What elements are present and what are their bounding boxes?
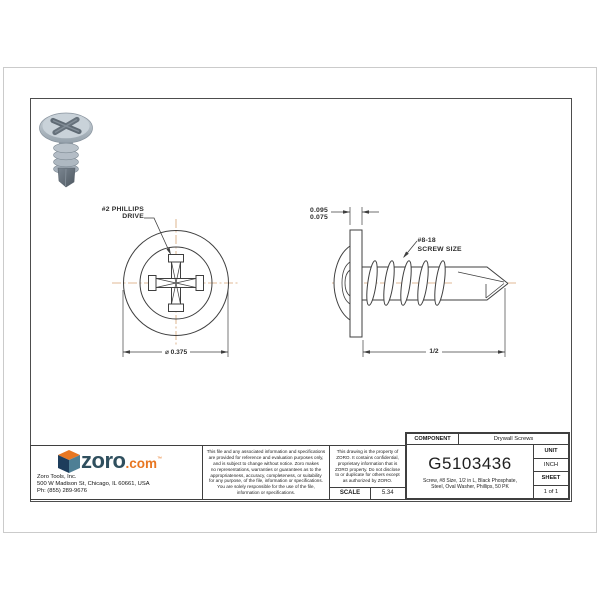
address-line1: Zoro Tools, Inc. xyxy=(37,474,77,480)
drive-label-line2: DRIVE xyxy=(122,212,144,220)
unit-label: UNIT xyxy=(544,448,558,455)
sheet-value: 1 of 1 xyxy=(543,488,559,495)
screw-size-label xyxy=(418,236,488,254)
screw-size-line2: SCREW SIZE xyxy=(417,246,462,253)
property-line: to or duplicate for others except xyxy=(335,472,400,478)
disclaimer-line: information or specifications. xyxy=(236,490,296,496)
logo-trademark: ™ xyxy=(156,456,162,462)
component-value: Drywall Screws xyxy=(493,436,534,442)
component-label: COMPONENT xyxy=(414,436,451,442)
sheet-label: SHEET xyxy=(541,475,561,482)
part-number-cell xyxy=(406,444,534,499)
unit-label-cell xyxy=(533,444,569,459)
description-line1: Screw, #8 Size, 1/2 in L, Black Phosphate, xyxy=(423,478,517,484)
address-line2: 500 W Madison St, Chicago, IL 60661, USA xyxy=(37,480,150,487)
washer-dim-upper: 0.095 xyxy=(309,206,328,214)
part-description xyxy=(407,479,533,491)
description-line2: Steel, Oval Washer, Phillips, 50 PK xyxy=(431,483,509,490)
property-line: ZORO property. Do not disclose xyxy=(334,466,401,472)
scale-value-cell xyxy=(370,487,407,501)
disclaimer-line: and is subject to change without notice. Zoro makes xyxy=(213,460,319,466)
scale-label-cell xyxy=(329,487,371,501)
logo-tld-text: .com xyxy=(125,456,157,471)
unit-value-cell xyxy=(533,458,569,473)
property-line: This drawing is the property of xyxy=(336,448,399,454)
drive-label-line1: #2 PHILLIPS xyxy=(101,205,144,213)
scale-label: SCALE xyxy=(339,490,361,497)
zoro-logo xyxy=(57,449,202,473)
front-view xyxy=(112,218,240,357)
product-photo-screw xyxy=(40,113,93,187)
property-line: proprietary information that is xyxy=(337,460,398,466)
titleblock-logo-cell xyxy=(30,445,203,500)
property-line: ZORO. It contains confidential, xyxy=(336,454,399,460)
disclaimer-cell xyxy=(202,445,331,500)
side-view xyxy=(331,207,516,357)
part-number: G5103436 xyxy=(428,454,512,473)
disclaimer-line: are provided for reference and evaluation purposes only, xyxy=(208,454,324,460)
address-line3: Ph: (855) 289-9676 xyxy=(37,487,87,494)
sheet-value-cell xyxy=(533,485,569,500)
disclaimer-line: for any purpose, of the file, information or specifications. xyxy=(209,478,323,484)
diameter-dimension: ⌀ 0.375 xyxy=(146,348,206,356)
disclaimer-line: no representations, warranties or guarantees as to the xyxy=(210,466,322,472)
unit-value: INCH xyxy=(543,461,559,468)
logo-brand-text: zoro xyxy=(81,448,126,473)
disclaimer-line: You are solely responsible for the use of the file, xyxy=(217,484,315,490)
company-address xyxy=(37,474,202,495)
zoro-cube-icon xyxy=(57,449,81,473)
disclaimer-line: appropriateness, accuracy, completeness, or suitability xyxy=(210,472,322,478)
property-line: as authorized by ZORO. xyxy=(342,478,393,484)
sheet-label-cell xyxy=(533,471,569,486)
screw-size-line1: #8-18 xyxy=(417,237,436,244)
washer-dim-lower: 0.075 xyxy=(309,213,328,221)
scale-value: 5.34 xyxy=(381,490,394,497)
length-dimension: 1/2 xyxy=(409,348,459,355)
titleblock-right-section xyxy=(405,432,570,500)
disclaimer-line: This file and any associated information and specifications xyxy=(206,449,326,455)
drive-label xyxy=(88,206,144,221)
property-notice-cell xyxy=(329,445,406,488)
washer-thickness-dimension xyxy=(296,207,328,222)
